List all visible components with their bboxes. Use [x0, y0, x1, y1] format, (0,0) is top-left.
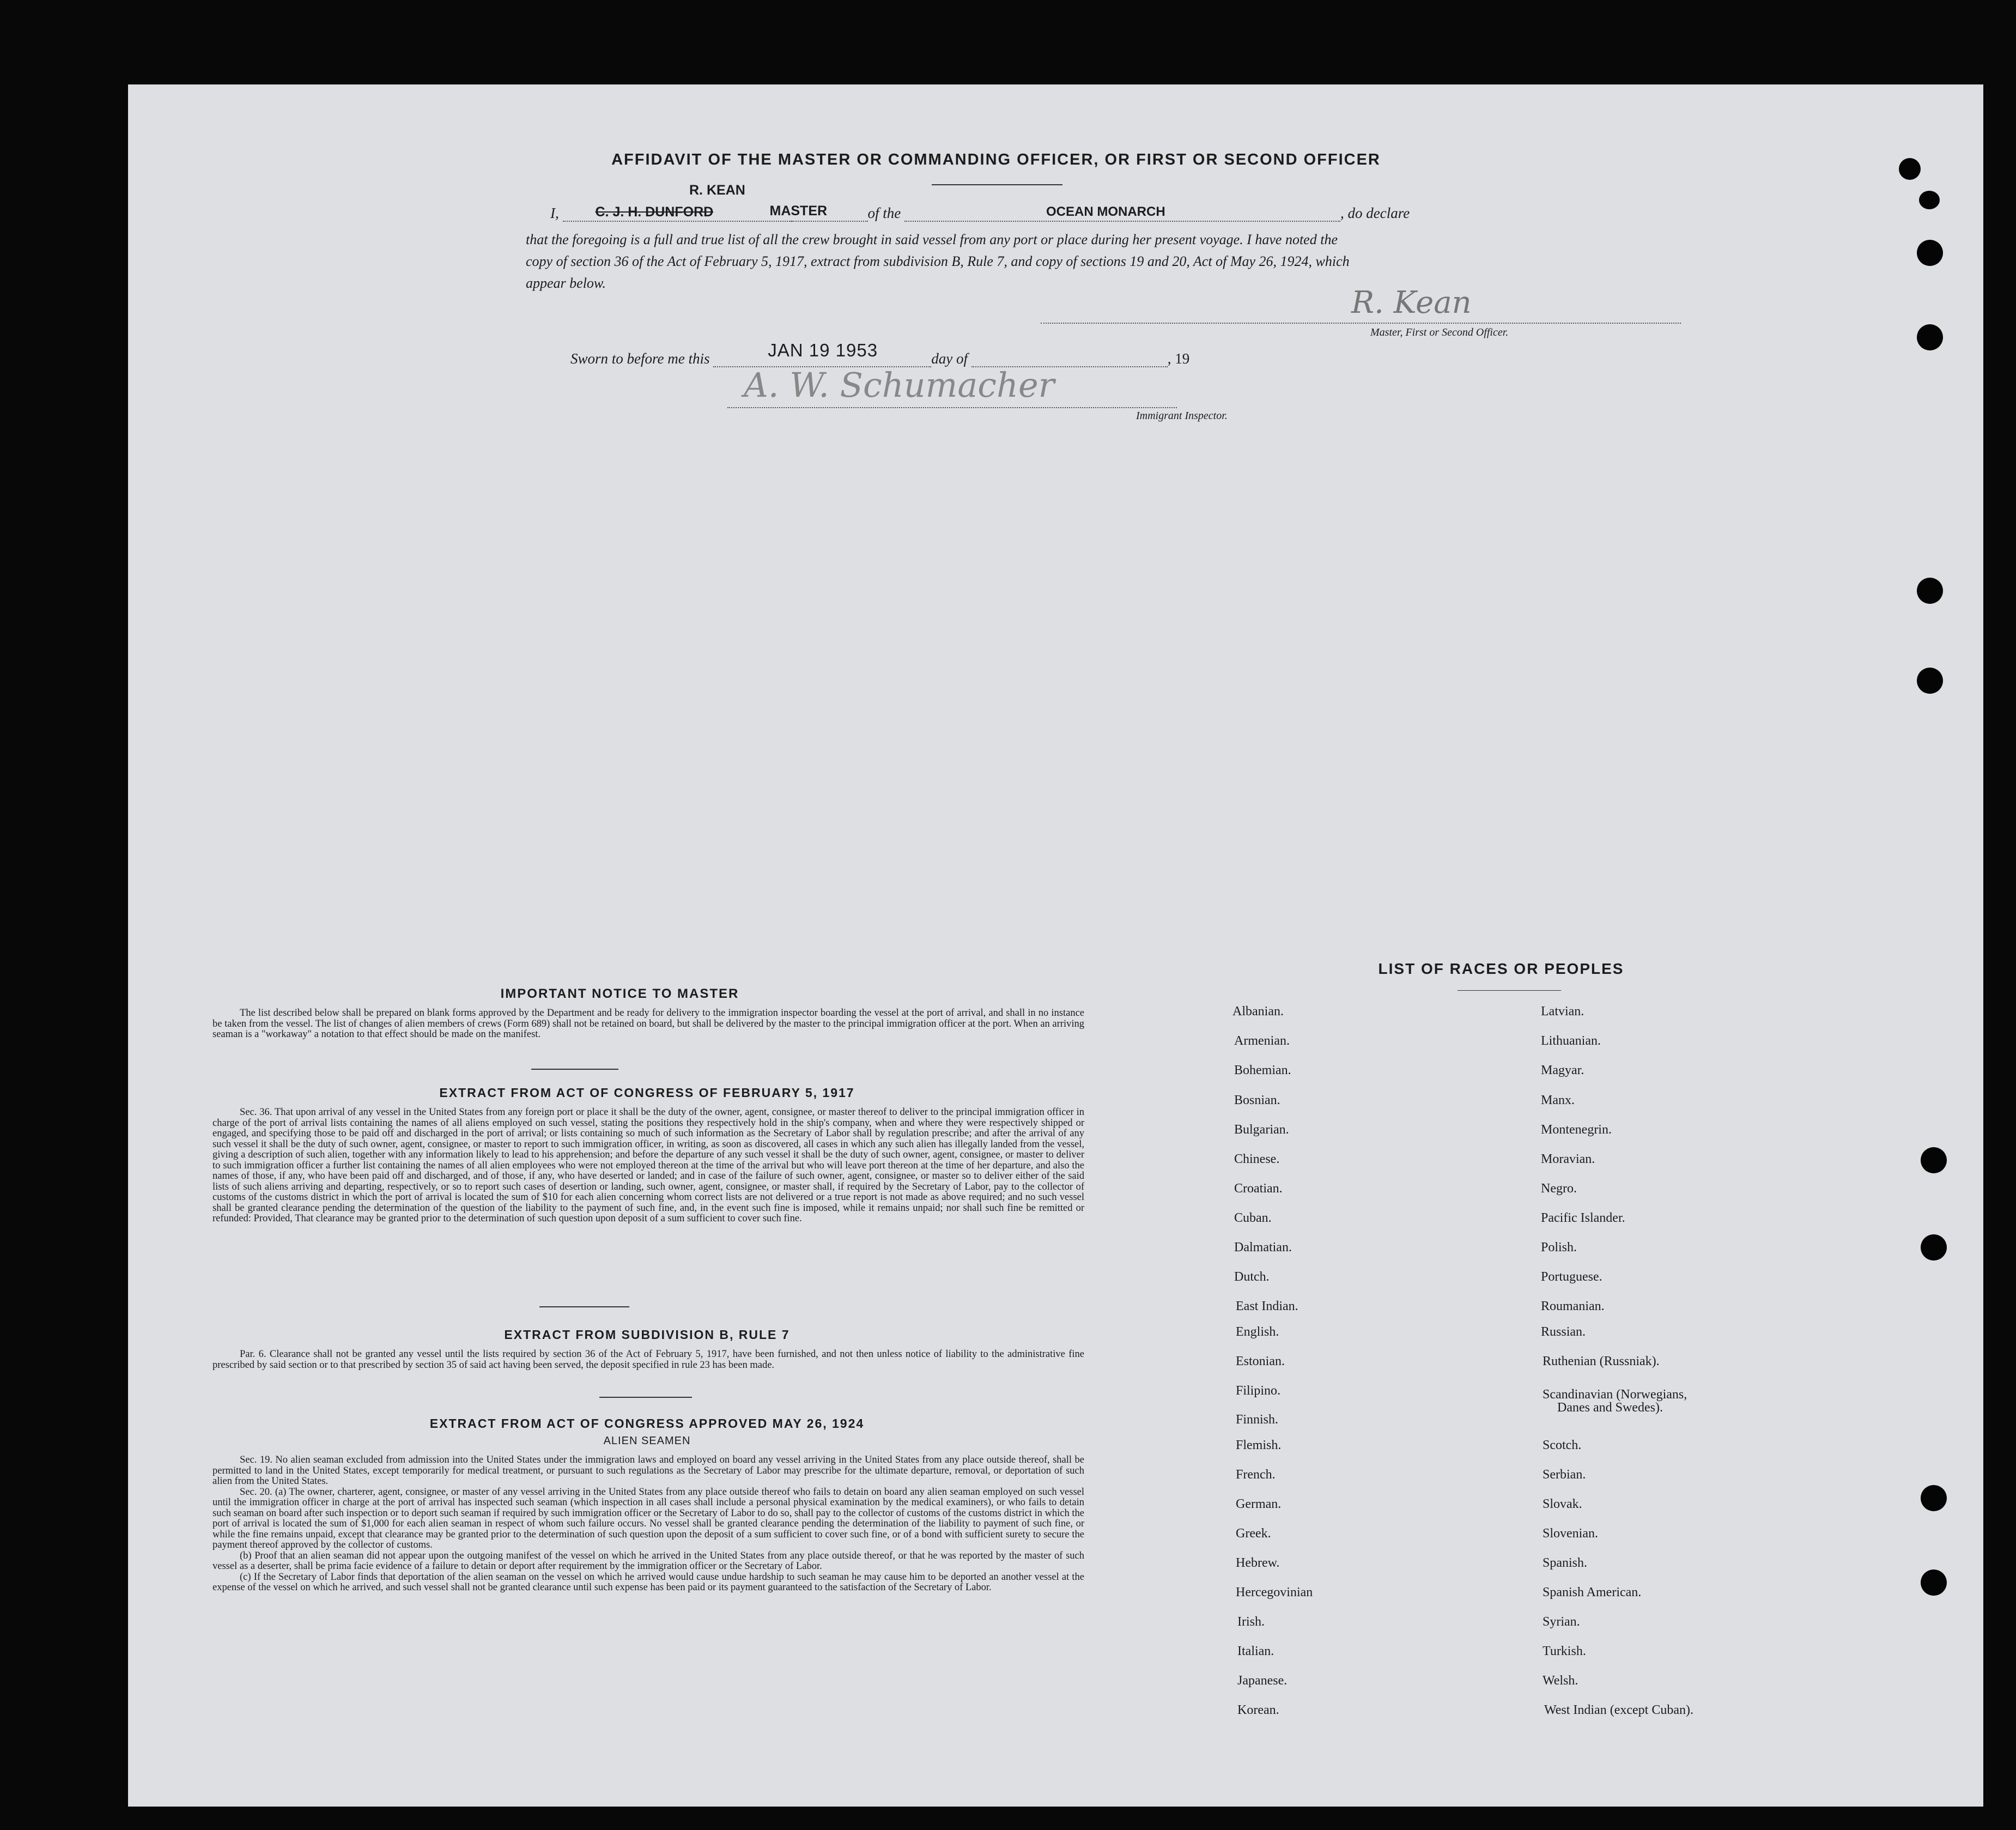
race-item-left: English. — [1236, 1325, 1279, 1339]
vessel-field — [904, 204, 1340, 222]
divider-3 — [599, 1397, 692, 1398]
year-prefix: , 19 — [1167, 350, 1190, 367]
race-item-right: Slovak. — [1543, 1497, 1582, 1511]
extract-1917-title: EXTRACT FROM ACT OF CONGRESS OF FEBRUARY 5, 1917 — [439, 1086, 855, 1100]
divider-1 — [531, 1069, 618, 1070]
race-item-right: Turkish. — [1543, 1644, 1586, 1658]
race-item-left: Bohemian. — [1234, 1063, 1291, 1077]
affidavit-title: AFFIDAVIT OF THE MASTER OR COMMANDING OFFICER, OR FIRST OR SECOND OFFICER — [611, 151, 1381, 168]
race-item-left: Italian. — [1237, 1644, 1274, 1658]
race-item-right: Latvian. — [1541, 1004, 1584, 1019]
sec19-text: Sec. 19. No alien seaman excluded from admission into the United States under the immigration laws and employed on board any vessel arriving in the United States from any place outside thereof, shall be permitted to land in the United States, except temporarily for medical treatment, or pursuant to such regulations as the Secretary of Labor may prescribe for the ultimate departure, removal, or deportation of such alien from the United States. — [212, 1455, 1084, 1487]
inspector-signature: A. W. Schumacher — [744, 365, 1055, 405]
of-the-label: of the — [867, 205, 901, 221]
extract-1917-text: Sec. 36. That upon arrival of any vessel in the United States from any foreign port or place it shall be the duty of the owner, agent, consignee, or master thereof to deliver to the principal immigration officer in charge of the port of arrival lists containing the names of all aliens employed on such vessel, stating the positions they respectively hold in the ship's company, when and where they were respectively shipped or engaged, and specifying those to be paid off and discharged in the port of arrival; or lists containing so much of such information as the Secretary of Labor shall by regulation prescribe; and after the arrival of any such vessel it shall be the duty of such owner, agent, consignee, or master to report to such immigration officer, in writing, as soon as discovered, all cases in which any such alien has illegally landed from the vessel, giving a description of such alien, together with any information likely to lead to his apprehension; and before the departure of any such vessel it shall be the duty of such owner, agent, consignee, or master to deliver to such immigration officer a further list containing the names of all alien employees who were not employed thereon at the time of the arrival but who will leave port thereon at the time of her departure, and also the names of those, if any, who have been paid off and discharged, and of those, if any, who have deserted or landed; and in case of the failure of such owner, agent, consignee, or master so to deliver either of the said lists of such aliens arriving and departing, respectively, or so to report such cases of desertion or landing, such owner, agent, consignee, or master shall, if required by the Secretary of Labor, pay to the collector of customs of the customs district in which the port of arrival is located the sum of $10 for each alien concerning whom correct lists are not delivered or a true report is not made as above required; and no such vessel shall be granted clearance pending the determination of the question of the liability to the payment of such fine, and, in the event such fine is imposed, while it remains unpaid; nor shall such fine be remitted or refunded: Provided, That clearance may be granted prior to the determination of such question upon deposit of a sum sufficient to cover such fine. — [212, 1107, 1084, 1224]
race-item-left: Armenian. — [1234, 1034, 1290, 1048]
affidavit-line-1: that the foregoing is a full and true list of all the crew brought in said vessel from any port or place during her present voyage. I have noted the — [526, 232, 1338, 247]
punch-hole — [1921, 1570, 1947, 1596]
punch-hole — [1917, 668, 1943, 694]
affidavit-body — [526, 229, 1681, 294]
race-item-right: Scandinavian (Norwegians, — [1543, 1387, 1687, 1402]
race-item-right: Scotch. — [1543, 1438, 1582, 1452]
race-item-right: Danes and Swedes). — [1557, 1401, 1663, 1415]
race-item-right: Roumanian. — [1541, 1299, 1605, 1313]
sworn-label: Sworn to before me this — [570, 350, 710, 367]
race-item-right: Pacific Islander. — [1541, 1211, 1625, 1225]
extract-1924-title: EXTRACT FROM ACT OF CONGRESS APPROVED MAY 26, 1924 — [429, 1416, 865, 1431]
affidavit-declaration-line — [550, 204, 1684, 222]
race-item-left: Irish. — [1237, 1615, 1265, 1629]
rank: MASTER — [769, 203, 828, 219]
race-item-right: Magyar. — [1541, 1063, 1584, 1077]
document-page — [128, 84, 1983, 1807]
race-item-left: French. — [1236, 1468, 1276, 1482]
master-signature: R. Kean — [1351, 285, 1472, 320]
punch-hole — [1919, 191, 1940, 209]
races-title-divider — [1458, 990, 1561, 991]
rule7-title: EXTRACT FROM SUBDIVISION B, RULE 7 — [504, 1328, 790, 1342]
race-item-left: Dutch. — [1234, 1270, 1270, 1284]
race-item-left: Hercegovinian — [1236, 1585, 1313, 1599]
struck-name: C. J. H. DUNFORD — [595, 204, 714, 220]
race-item-left: Japanese. — [1237, 1674, 1288, 1688]
race-item-right: Ruthenian (Russniak). — [1543, 1354, 1660, 1368]
punch-hole — [1917, 324, 1943, 350]
race-item-right: Negro. — [1541, 1181, 1577, 1196]
name-field — [563, 203, 828, 222]
inserted-name: R. KEAN — [689, 183, 745, 198]
punch-hole — [1921, 1234, 1947, 1261]
inspector-caption: Immigrant Inspector. — [1136, 410, 1228, 422]
race-item-left: Cuban. — [1234, 1211, 1272, 1225]
race-item-left: Bosnian. — [1234, 1093, 1280, 1107]
race-item-right: Welsh. — [1543, 1674, 1578, 1688]
race-item-left: Estonian. — [1236, 1354, 1285, 1368]
day-of-label: day of — [931, 350, 968, 367]
inspector-signature-line — [727, 406, 1177, 408]
master-caption: Master, First or Second Officer. — [1370, 326, 1509, 338]
extract-1924-body — [212, 1455, 1084, 1593]
sworn-date-stamp: JAN 19 1953 — [768, 340, 878, 360]
punch-hole — [1899, 158, 1921, 180]
affidavit-line-2: copy of section 36 of the Act of February 5, 1917, extract from subdivision B, Rule 7, and copy of sections 19 and 20, Act of May 26, 1924, which — [526, 253, 1350, 269]
race-item-right: Portuguese. — [1541, 1270, 1602, 1284]
do-declare-label: , do declare — [1340, 205, 1410, 221]
i-label: I, — [550, 205, 559, 221]
race-item-right: Russian. — [1541, 1325, 1586, 1339]
sec20a-text: Sec. 20. (a) The owner, charterer, agent, consignee, or master of any vessel arriving in the United States from any place outside thereof who fails to detain on board any alien seaman employed on such vessel until the immigration officer in charge at the port of arrival has inspected such seaman (which inspection in all cases shall include a personal physical examination by the medical examiners), or who fails to detain such seaman on board after such inspection or to deport such seaman if required by such immigration officer or the Secretary of Labor to do so, shall pay to the collector of customs of the customs district in which the port of arrival is located the sum of $1,000 for each alien seaman in respect of whom such failure occurs. No vessel shall be granted clearance pending the determination of the liability to payment of such fine, or while the fine remains unpaid, except that clearance may be granted prior to the determination of such question upon the deposit of a sum sufficient to cover such fine, or of a bond with sufficient surety to secure the payment thereof approved by the collector of customs. — [212, 1486, 1084, 1550]
race-item-right: Polish. — [1541, 1240, 1577, 1255]
race-item-left: Finnish. — [1236, 1413, 1279, 1427]
rule7-text: Par. 6. Clearance shall not be granted any vessel until the lists required by section 36 of the Act of February 5, 1917, have been furnished, and not then unless notice of liability to the administrative fine prescribed by said section or to that prescribed by section 35 of said act having been served, the deposit specified in rule 23 has been made. — [212, 1349, 1084, 1371]
race-item-right: Lithuanian. — [1541, 1034, 1601, 1048]
race-item-right: Spanish American. — [1543, 1585, 1642, 1599]
race-item-right: Moravian. — [1541, 1152, 1595, 1166]
race-item-left: Korean. — [1237, 1703, 1279, 1717]
race-item-left: Chinese. — [1234, 1152, 1280, 1166]
punch-hole — [1917, 240, 1943, 266]
sec20c-text: (c) If the Secretary of Labor finds that deportation of the alien seaman on the vessel on which he arrived would cause undue hardship to such seaman he may cause him to be deported an another vessel at the expense of the vessel on which he arrived, and such vessel shall not be granted clearance until such expense has been paid or its payment guaranteed to the satisfaction of the Secretary of Labor. — [212, 1571, 1084, 1593]
divider-2 — [539, 1306, 629, 1307]
race-item-right: West Indian (except Cuban). — [1544, 1703, 1693, 1717]
race-item-left: Bulgarian. — [1234, 1123, 1289, 1137]
race-item-right: Slovenian. — [1543, 1526, 1598, 1541]
race-item-left: Flemish. — [1236, 1438, 1282, 1452]
race-item-left: Filipino. — [1236, 1384, 1281, 1398]
punch-hole — [1921, 1485, 1947, 1511]
master-signature-line — [1041, 322, 1681, 324]
race-item-left: Albanian. — [1232, 1004, 1284, 1019]
race-item-right: Syrian. — [1543, 1615, 1580, 1629]
punch-hole — [1921, 1147, 1947, 1173]
race-item-right: Montenegrin. — [1541, 1123, 1612, 1137]
race-item-left: Greek. — [1236, 1526, 1271, 1541]
title-divider — [932, 184, 1062, 185]
notice-title: IMPORTANT NOTICE TO MASTER — [500, 986, 739, 1001]
races-title: LIST OF RACES OR PEOPLES — [1378, 960, 1624, 977]
race-item-left: German. — [1236, 1497, 1282, 1511]
punch-hole — [1917, 578, 1943, 604]
race-item-left: Croatian. — [1234, 1181, 1283, 1196]
notice-text: The list described below shall be prepared on blank forms approved by the Department and be ready for delivery to the immigration inspector boarding the vessel at the port of arrival, and shall in no instance be taken from the vessel. The list of changes of alien members of crews (Form 689) shall not be retained on board, but shall be delivered by the master to the principal immigration officer at the port. When an arriving seaman is a "workaway" a notation to that effect should be made on the manifest. — [212, 1008, 1084, 1040]
race-item-right: Serbian. — [1543, 1468, 1586, 1482]
affidavit-line-3: appear below. — [526, 275, 606, 291]
sec20b-text: (b) Proof that an alien seaman did not appear upon the outgoing manifest of the vessel on which he arrived in the United States from any place outside thereof, or that he was reported by the master of such vessel as a deserter, shall be prima facie evidence of a failure to detain or deport after requirement by the immigration officer or the Secretary of Labor. — [212, 1550, 1084, 1572]
vessel-name: OCEAN MONARCH — [1046, 204, 1165, 219]
race-item-left: Hebrew. — [1236, 1556, 1280, 1570]
race-item-left: Dalmatian. — [1234, 1240, 1292, 1255]
race-item-left: East Indian. — [1236, 1299, 1298, 1313]
race-item-right: Spanish. — [1543, 1556, 1588, 1570]
race-item-right: Manx. — [1541, 1093, 1575, 1107]
alien-seamen-subtitle: ALIEN SEAMEN — [603, 1435, 691, 1447]
